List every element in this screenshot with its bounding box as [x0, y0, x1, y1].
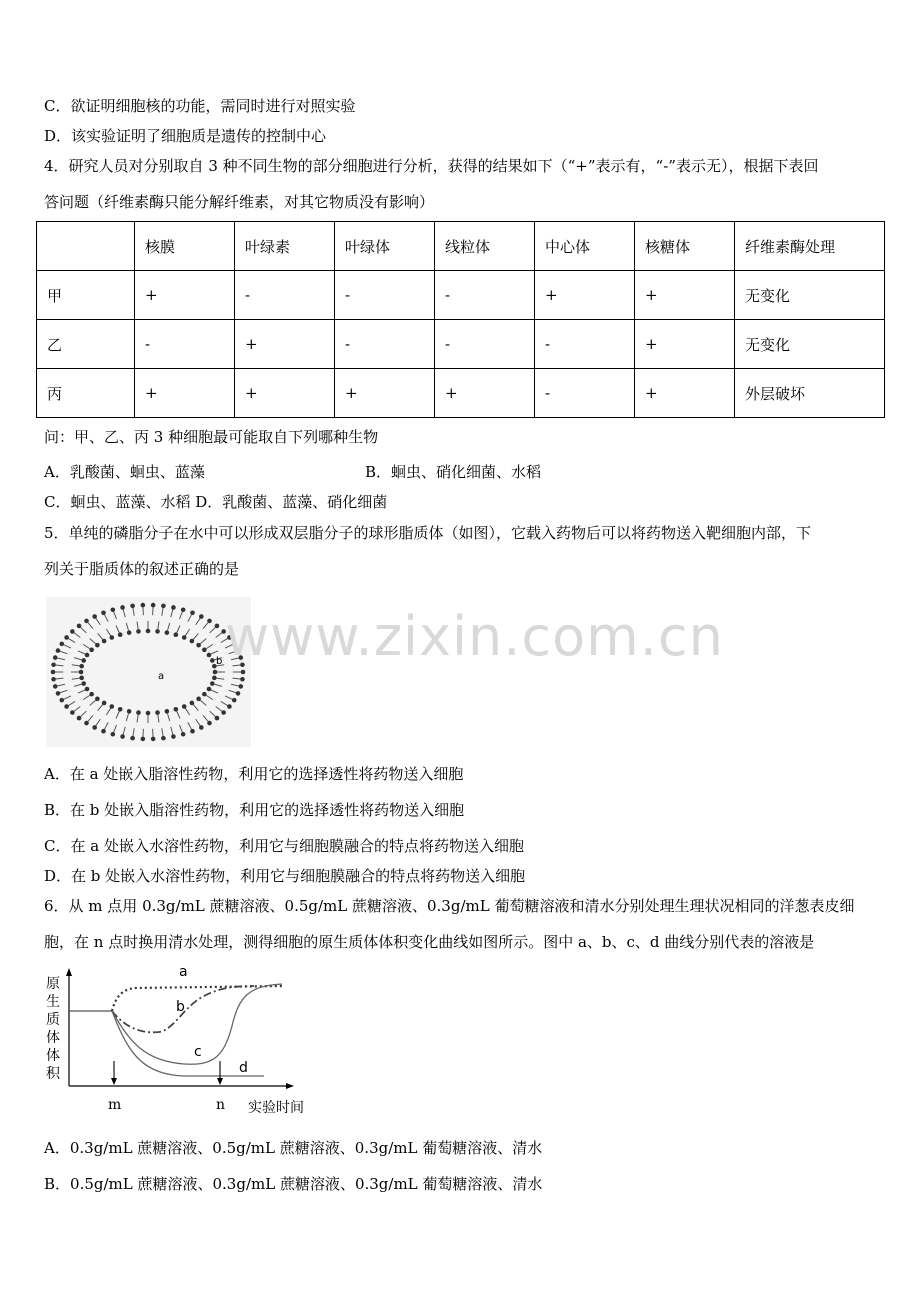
lipid-head	[141, 737, 146, 742]
table-header-cell	[37, 222, 135, 271]
lipid-head	[174, 632, 179, 637]
lipid-head	[210, 658, 215, 663]
q6-stem-line2: 胞，在 n 点时换用清水处理，测得细胞的原生质体体积变化曲线如图所示。图中 a、b、c、d 曲线分别代表的溶液是	[44, 933, 815, 951]
table-cell: 外层破坏	[735, 369, 885, 418]
lipid-head	[165, 709, 170, 714]
lipid-head	[130, 604, 135, 609]
table-header-cell: 叶绿素	[235, 222, 335, 271]
q4-stem-line2: 答问题（纤维素酶只能分解纤维素，对其它物质没有影响）	[44, 193, 435, 211]
lipid-head	[207, 687, 212, 692]
x-axis-arrow	[286, 1083, 294, 1089]
q3-option-d: D．该实验证明了细胞质是遗传的控制中心	[44, 127, 327, 145]
y-axis-label-3: 质	[46, 1012, 60, 1028]
lipid-head	[51, 670, 56, 675]
lipid-head	[136, 629, 141, 634]
lipid-head	[181, 732, 186, 737]
table-cell: +	[335, 369, 435, 418]
table-cell: +	[235, 320, 335, 369]
lipid-head	[155, 710, 160, 715]
lipid-head	[161, 604, 166, 609]
q6-option-a: A．0.3g/mL 蔗糖溶液、0.5g/mL 蔗糖溶液、0.3g/mL 葡萄糖溶液、清水	[44, 1139, 543, 1157]
lipid-head	[207, 653, 212, 658]
protoplast-volume-graph	[44, 966, 334, 1121]
y-axis-label-4: 体	[46, 1030, 60, 1046]
q5-stem-line1: 5．单纯的磷脂分子在水中可以形成双层脂分子的球形脂质体（如图），它载入药物后可以将药物送入靶细胞内部，下	[44, 524, 812, 542]
table-cell: 无变化	[735, 271, 885, 320]
lipid-head	[51, 662, 56, 667]
q4-stem-line1: 4．研究人员对分别取自 3 种不同生物的部分细胞进行分析，获得的结果如下（“+”表示有，“-”表示无），根据下表回	[44, 157, 819, 175]
m-label: m	[108, 1097, 122, 1113]
lipid-head	[165, 630, 170, 635]
lipid-head	[136, 710, 141, 715]
table-cell: +	[235, 369, 335, 418]
lipid-head	[59, 642, 64, 647]
table-header-cell: 线粒体	[435, 222, 535, 271]
lipid-head	[85, 653, 90, 658]
lipid-head	[111, 607, 116, 612]
lipid-head	[101, 611, 106, 616]
lipid-head	[212, 676, 217, 681]
m-arrow-head	[111, 1078, 117, 1085]
lipid-head	[171, 605, 176, 610]
table-row	[37, 369, 885, 418]
q4-option-b: B．蛔虫、硝化细菌、水稻	[365, 463, 542, 481]
table-header-cell: 核膜	[135, 222, 235, 271]
y-axis-label-6: 积	[46, 1066, 60, 1082]
q6-option-b: B．0.5g/mL 蔗糖溶液、0.3g/mL 蔗糖溶液、0.3g/mL 葡萄糖溶液、清水	[44, 1175, 543, 1193]
table-cell: -	[535, 320, 635, 369]
table-cell: -	[335, 271, 435, 320]
lipid-head	[236, 691, 241, 696]
table-cell: +	[435, 369, 535, 418]
lipid-head	[85, 687, 90, 692]
table-cell: 无变化	[735, 320, 885, 369]
q6-stem-line1: 6．从 m 点用 0.3g/mL 蔗糖溶液、0.5g/mL 蔗糖溶液、0.3g/mL 葡萄糖溶液和清水分别处理生理状况相同的洋葱表皮细	[44, 897, 855, 915]
q4-option-cd: C．蛔虫、蓝藻、水稻 D．乳酸菌、蓝藻、硝化细菌	[44, 493, 388, 511]
table-row	[37, 320, 885, 369]
q4-question: 问：甲、乙、丙 3 种细胞最可能取自下列哪种生物	[44, 428, 379, 446]
lipid-head	[127, 630, 132, 635]
lipid-head	[81, 658, 86, 663]
lipid-head	[227, 704, 232, 709]
lipid-head	[146, 629, 151, 634]
lipid-head	[64, 635, 69, 640]
lipid-head	[141, 603, 146, 608]
curve-a	[112, 986, 282, 1011]
lipid-head	[53, 655, 58, 660]
cell-structure-table	[36, 221, 885, 418]
lipid-head	[232, 698, 237, 703]
table-cell: -	[135, 320, 235, 369]
lipid-head	[59, 698, 64, 703]
table-cell: 丙	[37, 369, 135, 418]
table-cell: 乙	[37, 320, 135, 369]
watermark: www.zixin.com.cn	[225, 605, 724, 668]
table-cell: -	[435, 320, 535, 369]
lipid-head	[161, 736, 166, 741]
q5-option-c: C．在 a 处嵌入水溶性药物，利用它与细胞膜融合的特点将药物送入细胞	[44, 837, 524, 855]
table-header-cell: 叶绿体	[335, 222, 435, 271]
table-cell: -	[335, 320, 435, 369]
lipid-head	[238, 684, 243, 689]
lipid-head	[53, 684, 58, 689]
lipid-head	[111, 732, 116, 737]
y-axis-arrow	[66, 968, 72, 976]
lipid-head	[79, 670, 84, 675]
y-axis-label-1: 原	[46, 976, 60, 992]
table-cell: -	[435, 271, 535, 320]
table-cell: -	[235, 271, 335, 320]
curve-label-b: b	[176, 999, 185, 1015]
lipid-head	[151, 737, 156, 742]
y-axis-label-5: 体	[46, 1048, 60, 1064]
lipid-head	[118, 632, 123, 637]
lipid-head	[64, 704, 69, 709]
lipid-head	[79, 676, 84, 681]
lipid-head	[171, 734, 176, 739]
table-cell: 甲	[37, 271, 135, 320]
lipid-head	[56, 648, 61, 653]
table-cell: +	[635, 320, 735, 369]
liposome-figure	[46, 597, 251, 747]
liposome-label-a: a	[158, 671, 165, 682]
table-cell: +	[635, 369, 735, 418]
lipid-head	[174, 707, 179, 712]
lipid-head	[79, 664, 84, 669]
curve-label-c: c	[194, 1044, 202, 1060]
q3-option-c: C．欲证明细胞核的功能，需同时进行对照实验	[44, 97, 356, 115]
n-label: n	[216, 1097, 226, 1113]
lipid-head	[130, 736, 135, 741]
n-arrow-head	[217, 1078, 223, 1085]
lipid-head	[181, 607, 186, 612]
table-header-cell: 纤维素酶处理	[735, 222, 885, 271]
lipid-head	[120, 734, 125, 739]
lipid-head	[151, 603, 156, 608]
q5-stem-line2: 列关于脂质体的叙述正确的是	[44, 560, 240, 578]
liposome-label-b: b	[216, 656, 223, 667]
lipid-head	[118, 707, 123, 712]
curve-label-a: a	[179, 966, 188, 980]
x-axis-label: 实验时间	[248, 1100, 304, 1116]
table-cell: +	[535, 271, 635, 320]
table-cell: +	[635, 271, 735, 320]
table-header-row	[37, 222, 885, 271]
lipid-head	[120, 605, 125, 610]
q5-option-b: B．在 b 处嵌入脂溶性药物，利用它的选择透性将药物送入细胞	[44, 801, 465, 819]
lipid-head	[127, 709, 132, 714]
lipid-head	[155, 629, 160, 634]
lipid-head	[190, 611, 195, 616]
q5-option-a: A．在 a 处嵌入脂溶性药物，利用它的选择透性将药物送入细胞	[44, 765, 464, 783]
table-cell: +	[135, 271, 235, 320]
table-cell: -	[535, 369, 635, 418]
table-row	[37, 271, 885, 320]
lipid-head	[101, 729, 106, 734]
lipid-head	[146, 711, 151, 716]
table-header-cell: 核糖体	[635, 222, 735, 271]
lipid-head	[241, 670, 246, 675]
q4-option-a: A．乳酸菌、蛔虫、蓝藻	[44, 463, 205, 481]
q5-option-d: D．在 b 处嵌入水溶性药物，利用它与细胞膜融合的特点将药物送入细胞	[44, 867, 526, 885]
curve-label-d: d	[239, 1060, 248, 1076]
lipid-head	[51, 677, 56, 682]
lipid-head	[213, 670, 218, 675]
lipid-head	[210, 681, 215, 686]
lipid-head	[81, 681, 86, 686]
table-cell: +	[135, 369, 235, 418]
lipid-head	[56, 691, 61, 696]
y-axis-label-2: 生	[46, 994, 60, 1010]
lipid-head	[240, 677, 245, 682]
table-header-cell: 中心体	[535, 222, 635, 271]
lipid-head	[190, 729, 195, 734]
